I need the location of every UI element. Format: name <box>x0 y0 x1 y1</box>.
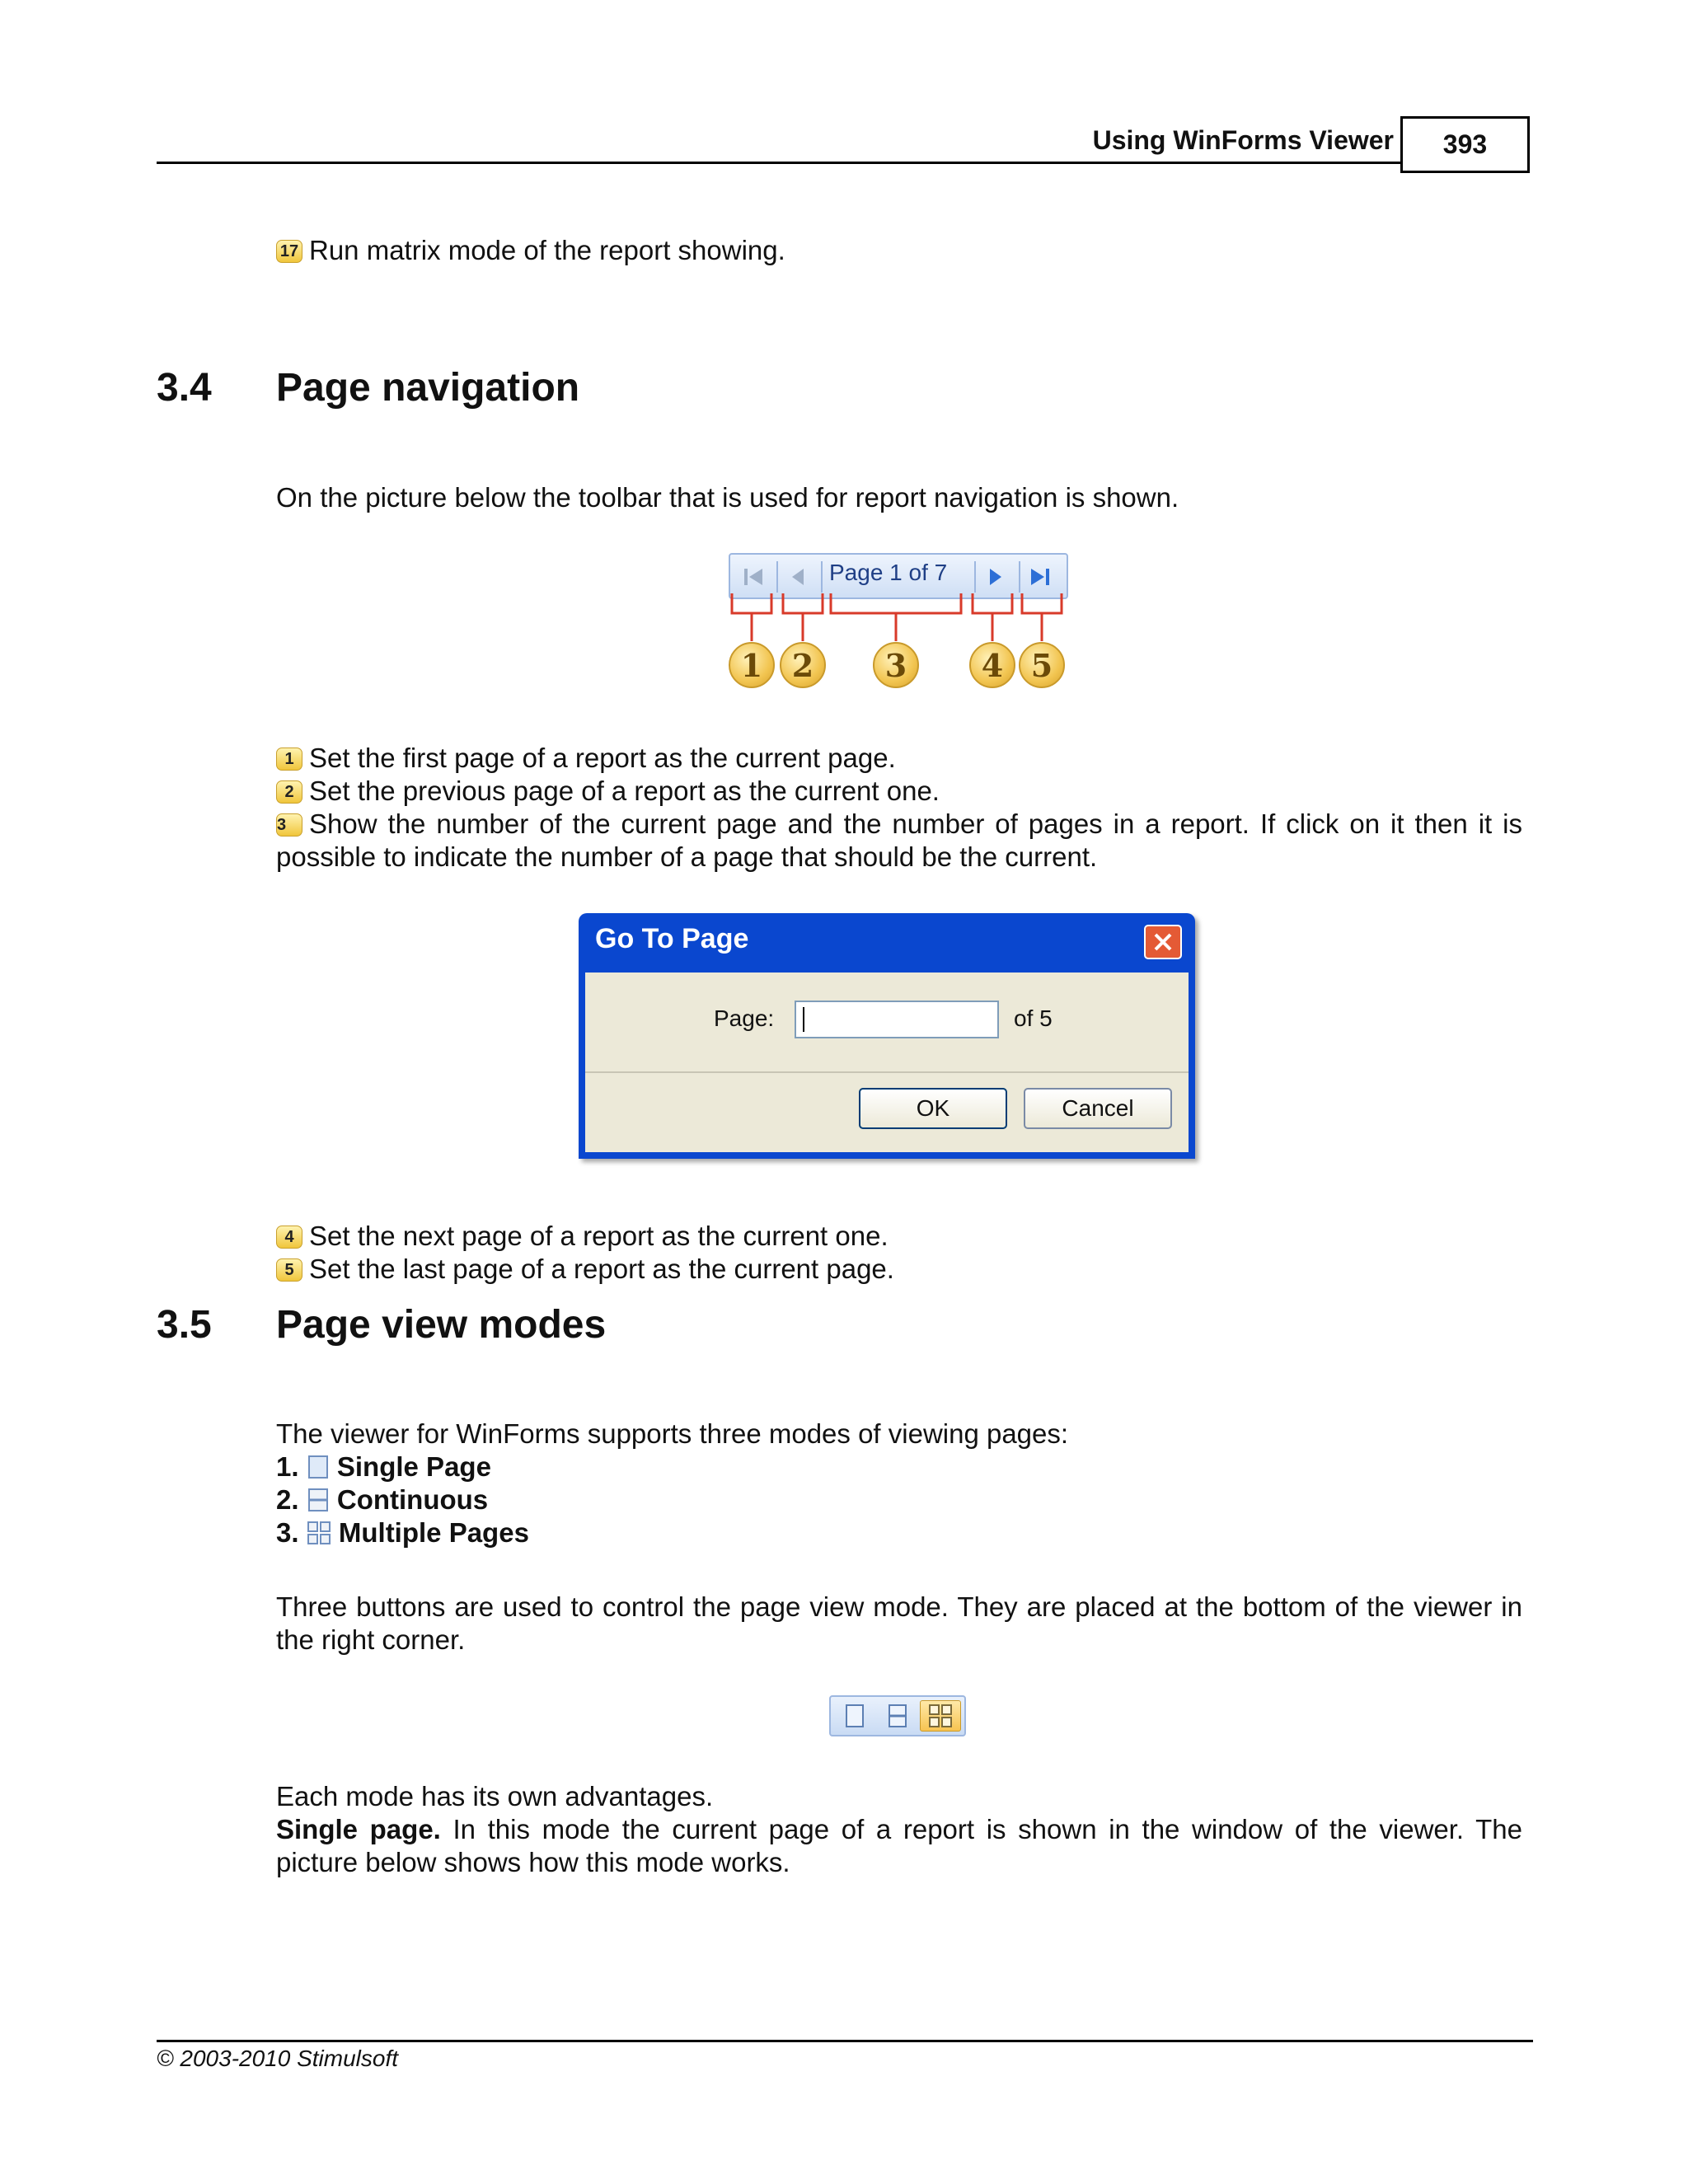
callout-2: 2 <box>780 642 826 688</box>
mode-label: Single Page <box>336 1451 491 1482</box>
callout-3: 3 <box>873 642 919 688</box>
mode-item-1 <box>276 1451 491 1483</box>
dialog-divider <box>585 1071 1189 1073</box>
previous-page-icon[interactable] <box>781 561 814 593</box>
callout-5: 5 <box>1019 642 1065 688</box>
page-input[interactable] <box>795 1001 999 1038</box>
section-number: 3.5 <box>157 1303 212 1347</box>
continuous-button[interactable] <box>877 1700 918 1732</box>
next-page-icon[interactable] <box>979 561 1012 593</box>
navigation-toolbar <box>729 553 1068 599</box>
nav-item-2 <box>276 775 940 808</box>
badge-1-icon: 1 <box>276 748 302 771</box>
single-page-description: In this mode the current page of a report is shown in the window of the viewer. The picture below shows how this mode works. <box>276 1814 1522 1877</box>
advantages-text: Each mode has its own advantages. <box>276 1781 714 1811</box>
mode-label: Multiple Pages <box>338 1517 529 1548</box>
mode-item-3 <box>276 1516 529 1549</box>
single-page-icon <box>307 1455 330 1479</box>
single-page-button[interactable] <box>834 1700 875 1732</box>
callout-1: 1 <box>729 642 775 688</box>
page-count-label: of 5 <box>1014 1005 1053 1031</box>
running-header-title: Using WinForms Viewer <box>1092 125 1394 155</box>
footer-copyright: © 2003-2010 Stimulsoft <box>157 2046 399 2071</box>
callout-4: 4 <box>969 642 1015 688</box>
badge-2-icon: 2 <box>276 780 302 804</box>
nav-item-1-text: Set the first page of a report as the current page. <box>309 743 896 773</box>
dialog-title: Go To Page <box>595 923 749 954</box>
single-page-icon <box>844 1704 865 1728</box>
nav-item-4 <box>276 1220 889 1253</box>
dialog-body <box>585 972 1189 1152</box>
page-indicator[interactable]: Page 1 of 7 <box>829 560 948 585</box>
badge-3-icon: 3 <box>276 813 302 837</box>
section-title: Page navigation <box>276 366 580 410</box>
badge-5-icon: 5 <box>276 1258 302 1282</box>
cancel-button[interactable]: Cancel <box>1024 1088 1172 1129</box>
single-page-term: Single page. <box>276 1814 441 1844</box>
footer-rule <box>157 2040 1533 2042</box>
mode-item-2 <box>276 1483 488 1516</box>
mode-label: Continuous <box>336 1484 489 1515</box>
multiple-pages-button[interactable] <box>920 1700 961 1732</box>
continuous-icon <box>887 1704 908 1728</box>
ok-button[interactable]: OK <box>859 1088 1007 1129</box>
section-title: Page view modes <box>276 1303 607 1347</box>
first-page-icon[interactable] <box>737 561 770 593</box>
single-page-paragraph <box>276 1813 1522 1879</box>
nav-item-1 <box>276 742 896 775</box>
header-rule <box>157 162 1401 164</box>
nav-item-5-text: Set the last page of a report as the current page. <box>309 1254 894 1284</box>
nav-item-3 <box>276 808 1522 874</box>
badge-17-icon: 17 <box>276 240 302 263</box>
section-intro: On the picture below the toolbar that is used for report navigation is shown. <box>276 482 1179 513</box>
buttons-paragraph: Three buttons are used to control the page view mode. They are placed at the bottom of the viewer in the right corner. <box>276 1591 1522 1655</box>
last-page-icon[interactable] <box>1024 561 1057 593</box>
continuous-icon <box>307 1488 330 1512</box>
section-number: 3.4 <box>157 366 212 410</box>
nav-item-3-text: Show the number of the current page and the number of pages in a report. If click on it then it is possible to indicate the number of a page that should be the current. <box>276 808 1522 872</box>
nav-item-5 <box>276 1253 894 1286</box>
view-mode-toolbar <box>829 1695 966 1736</box>
multiple-pages-icon <box>928 1704 953 1728</box>
page-field-label: Page: <box>714 1005 775 1031</box>
callout-brackets <box>729 593 1075 643</box>
multiple-pages-icon <box>307 1521 331 1545</box>
nav-item-4-text: Set the next page of a report as the current one. <box>309 1221 889 1251</box>
mode-number: 3. <box>276 1517 299 1548</box>
mode-number: 2. <box>276 1484 299 1515</box>
intro-list-item <box>276 234 785 267</box>
go-to-page-dialog <box>579 913 1195 1159</box>
page-number: 393 <box>1400 116 1530 173</box>
mode-number: 1. <box>276 1451 299 1482</box>
nav-item-2-text: Set the previous page of a report as the current one. <box>309 776 940 806</box>
section-intro: The viewer for WinForms supports three modes of viewing pages: <box>276 1418 1069 1449</box>
badge-4-icon: 4 <box>276 1226 302 1249</box>
intro-item-text: Run matrix mode of the report showing. <box>309 235 785 265</box>
close-icon[interactable] <box>1144 925 1182 959</box>
